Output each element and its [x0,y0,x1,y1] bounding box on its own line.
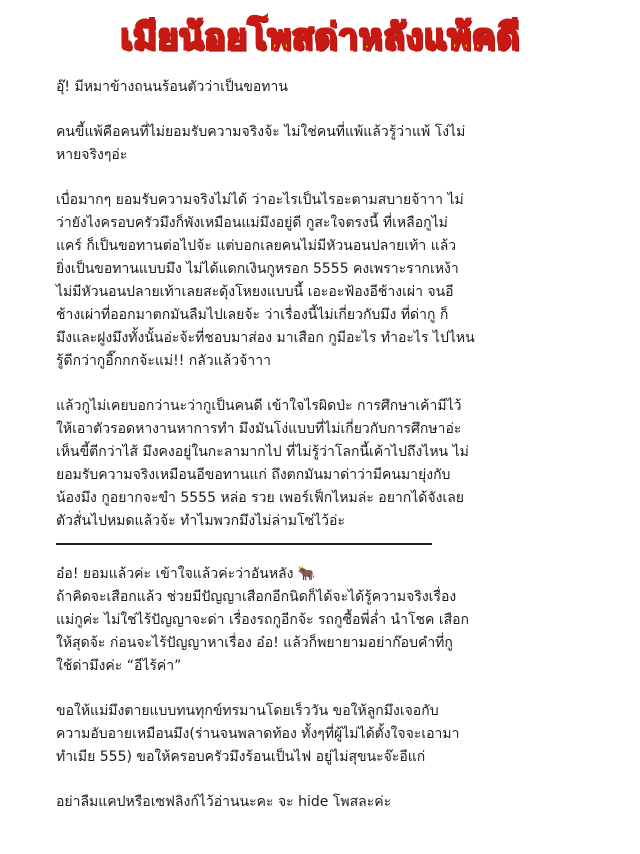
reply-paragraph-1: ถ้าคิดจะเสือกแล้ว ช่วยมีปัญญาเสือกอีกนิดก็ได้จะได้รู้ความจริงเรื่อง แม่กูค่ะ ไม่ใช่ไร้ปัญญาจะด่า เรื่องรถกูอีกจ้ะ รถกูซื้อพี่ล่ำ นำโชค เสือก ให้สุดจ้ะ ก่อนจะไร้ปัญญาหาเรื่อง อ๋อ! แล้วก็พยายามอย่าก๊อบคำที่กู ใช้ด่ามึงค่ะ “อีไร้ค่า” [56,589,470,674]
reply-title [56,563,604,586]
post-paragraph-2: คนขี้แพ้คือคนที่ไม่ยอมรับความจริงจ้ะ ไม่ใช่คนที่แพ้แล้วรู้ว่าแพ้ โง่ไม่ หายจริงๆอ่ะ [56,124,466,163]
headline-bar [0,0,640,72]
reply-title-text: อ๋อ! ยอมแล้วค่ะ เข้าใจแล้วค่ะว่าอันหลัง [56,566,294,582]
reply-paragraph-2: ขอให้แม่มึงตายแบบทนทุกข์ทรมานโดยเร็ววัน ขอให้ลูกมึงเจอกับ ความอับอายเหมือนมึง(ร่านจนพลาดท้อง ทั้งๆที่ผู้ไม่ได้ตั้งใจจะเอามา ทำเมีย 555) ขอให้ครอบครัวมึงร้อนเป็นไฟ อยู่ไม่สุขนะจ๊ะอีแก่ [56,703,460,765]
post-paragraph-1: อุ๊! มีหมาข้างถนนร้อนตัวว่าเป็นขอทาน [56,79,288,95]
reply-paragraph-3: อย่าลืมแคปหรือเซฟลิงก์ไว้อ่านนะคะ จะ hide โพสละค่ะ [56,794,392,810]
post-body [56,76,604,836]
post-paragraph-3: เบื่อมากๆ ยอมรับความจริงไม่ได้ ว่าอะไรเป็นไรอะตามสบายจ้าาา ไม่ ว่ายังไงครอบครัวมึงก็พังเหมือนแม่มึงอยู่ดี กูสะใจตรงนี้ ที่เหลือกูไม่ แคร์ ก็เป็นขอทานต่อไปจ้ะ แต่บอกเลยคนไม่มีหัวนอนปลายเท้า แล้ว ยิ่งเป็นขอทานแบบมึง ไม่ได้แดกเงินกูหรอก 5555 คงเพราะรากเหง้า ไม่มีหัวนอนปลายเท้าเลยสะดุ้งโหยงแบบนี้ เอะอะฟ้องอีช้างเผ่า จนอี ช้างเผ่าที่ออกมาตกมันลืมไปเลยจ้ะ ว่าเรื่องนี้ไม่เกี่ยวกับมึง ที่ด่ากู ก็ มึงและฝูงมึงทั้งนั้นอ่ะจ้ะที่ชอบมาส่อง มาเสือก กูมีอะไร ทำอะไร ไปไหน รู้ดีกว่ากูอี๊กกกจ้ะแม่!! กลัวแล้วจ้าาา [56,192,475,369]
ox-emoji-icon: 🐂 [297,566,316,582]
headline-title: เมียน้อยโพสด่าหลังแพ้คดี [120,16,520,58]
post-paragraph-4: แล้วกูไม่เคยบอกว่านะว่ากูเป็นคนดี เข้าใจไรผิดป่ะ การศึกษาเค้ามีไว้ ให้เอาตัวรอดหางานหาการทำ มึงมันโง่แบบที่ไม่เกี่ยวกับการศึกษาอ่ะ เห็นขี้ตีกว่าไส้ มึงคงอยู่ในกะลามากไป ที่ไม่รู้ว่าโลกนี้เค้าไปถึงไหน ไม่ ยอมรับความจริงเหมือนอีขอทานแก่ ถึงตกมันมาด่าว่ามีคนมายุ่งกับ น้องมึง กูอยากจะขำ 5555 หล่อ รวย เพอร์เฟ็กไหมล่ะ อยากได้จังเลย ตัวสั่นไปหมดแล้วจ้ะ ทำไมพวกมึงไม่ล่ามโซ่ไว้อ่ะ [56,398,469,529]
section-divider [56,543,432,545]
